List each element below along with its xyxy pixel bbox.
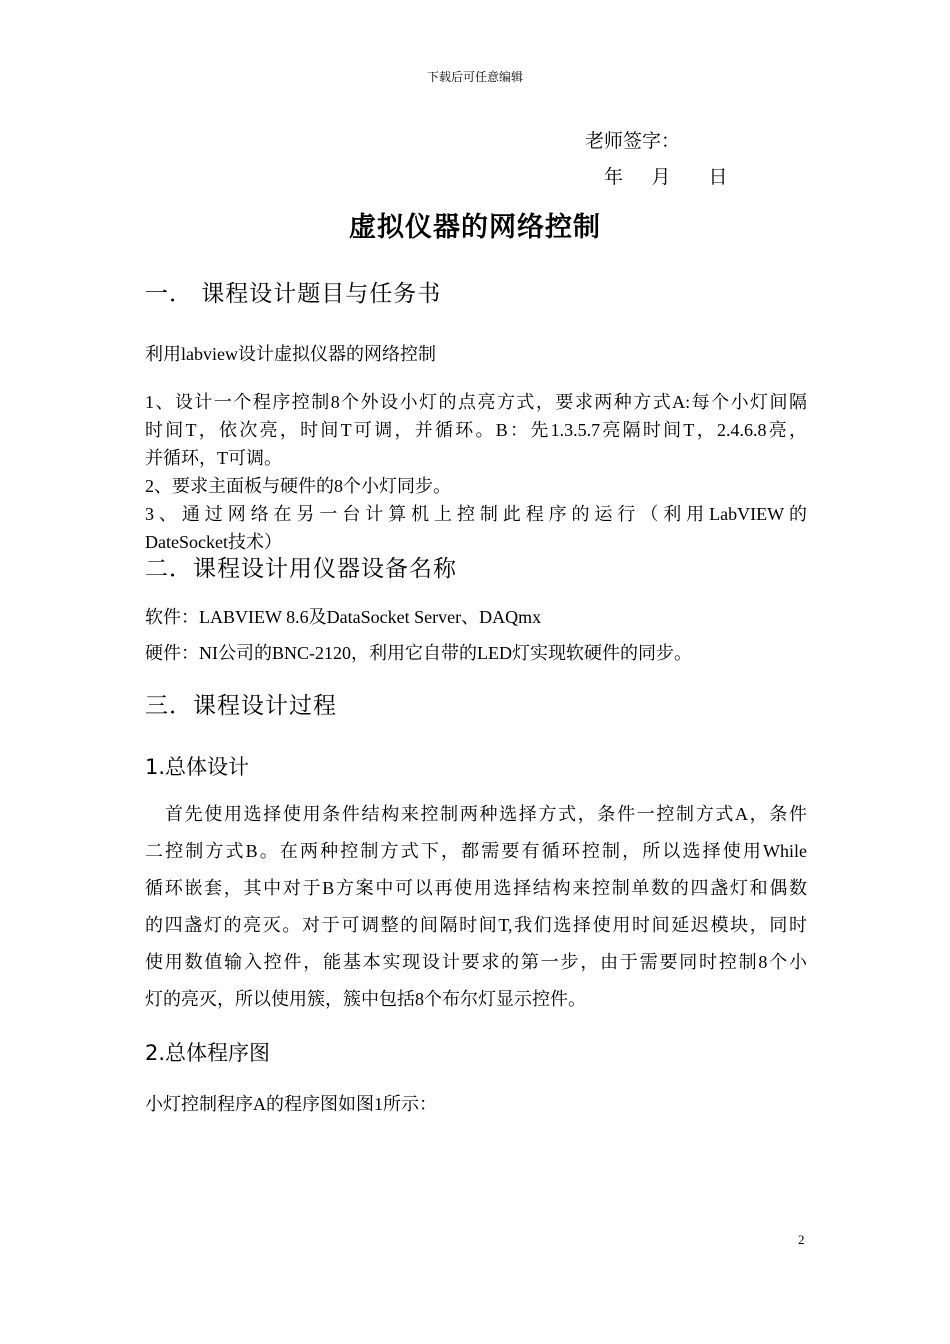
subsection2-heading: 2.总体程序图 xyxy=(145,1041,271,1065)
hardware-line: 硬件：NI公司的BNC-2120，利用它自带的LED灯实现软硬件的同步。 xyxy=(145,643,692,663)
overall-design-paragraph xyxy=(145,796,807,1018)
document-title: 虚拟仪器的网络控制 xyxy=(349,212,601,243)
section1-task-list xyxy=(145,388,807,556)
paragraph-line: 使用数值输入控件，能基本实现设计要求的第一步，由于需要同时控制8个小 xyxy=(145,952,807,972)
section1-intro: 利用labview设计虚拟仪器的网络控制 xyxy=(145,344,436,364)
software-line: 软件：LABVIEW 8.6及DataSocket Server、DAQmx xyxy=(145,607,542,627)
header-note: 下载后可任意编辑 xyxy=(426,70,523,84)
task-line: 并循环，T可调。 xyxy=(145,448,282,468)
paragraph-line: 首先使用选择使用条件结构来控制两种选择方式，条件一控制方式A，条件 xyxy=(165,804,807,824)
section2-heading: 二．课程设计用仪器设备名称 xyxy=(145,556,457,582)
page-number: 2 xyxy=(798,1232,805,1247)
task-line: 1、设计一个程序控制8个外设小灯的点亮方式，要求两种方式A:每个小灯间隔 xyxy=(145,392,807,412)
task-line: DateSocket技术） xyxy=(145,532,282,552)
date-line: 年 月 日 xyxy=(604,167,728,188)
paragraph-line: 灯的亮灭，所以使用簇，簇中包括8个布尔灯显示控件。 xyxy=(145,989,586,1009)
task-line: 时间T，依次亮，时间T可调，并循环。B：先1.3.5.7亮隔时间T，2.4.6.8亮， xyxy=(145,420,807,440)
task-line: 2、要求主面板与硬件的8个小灯同步。 xyxy=(145,476,451,496)
section1-heading: 一． 课程设计题目与任务书 xyxy=(145,281,442,307)
teacher-signature-label: 老师签字： xyxy=(585,131,681,152)
paragraph-line: 的四盏灯的亮灭。对于可调整的间隔时间T,我们选择使用时间延迟模块，同时 xyxy=(145,915,807,935)
program-figure-caption: 小灯控制程序A的程序图如图1所示： xyxy=(145,1094,437,1114)
paragraph-line: 循环嵌套，其中对于B方案中可以再使用选择结构来控制单数的四盏灯和偶数 xyxy=(145,878,807,898)
section3-heading: 三．课程设计过程 xyxy=(145,693,337,719)
subsection1-heading: 1.总体设计 xyxy=(145,755,250,779)
task-line: 3、通过网络在另一台计算机上控制此程序的运行（利用LabVIEW的 xyxy=(145,504,807,524)
paragraph-line: 二控制方式B。在两种控制方式下，都需要有循环控制，所以选择使用While xyxy=(145,841,807,861)
